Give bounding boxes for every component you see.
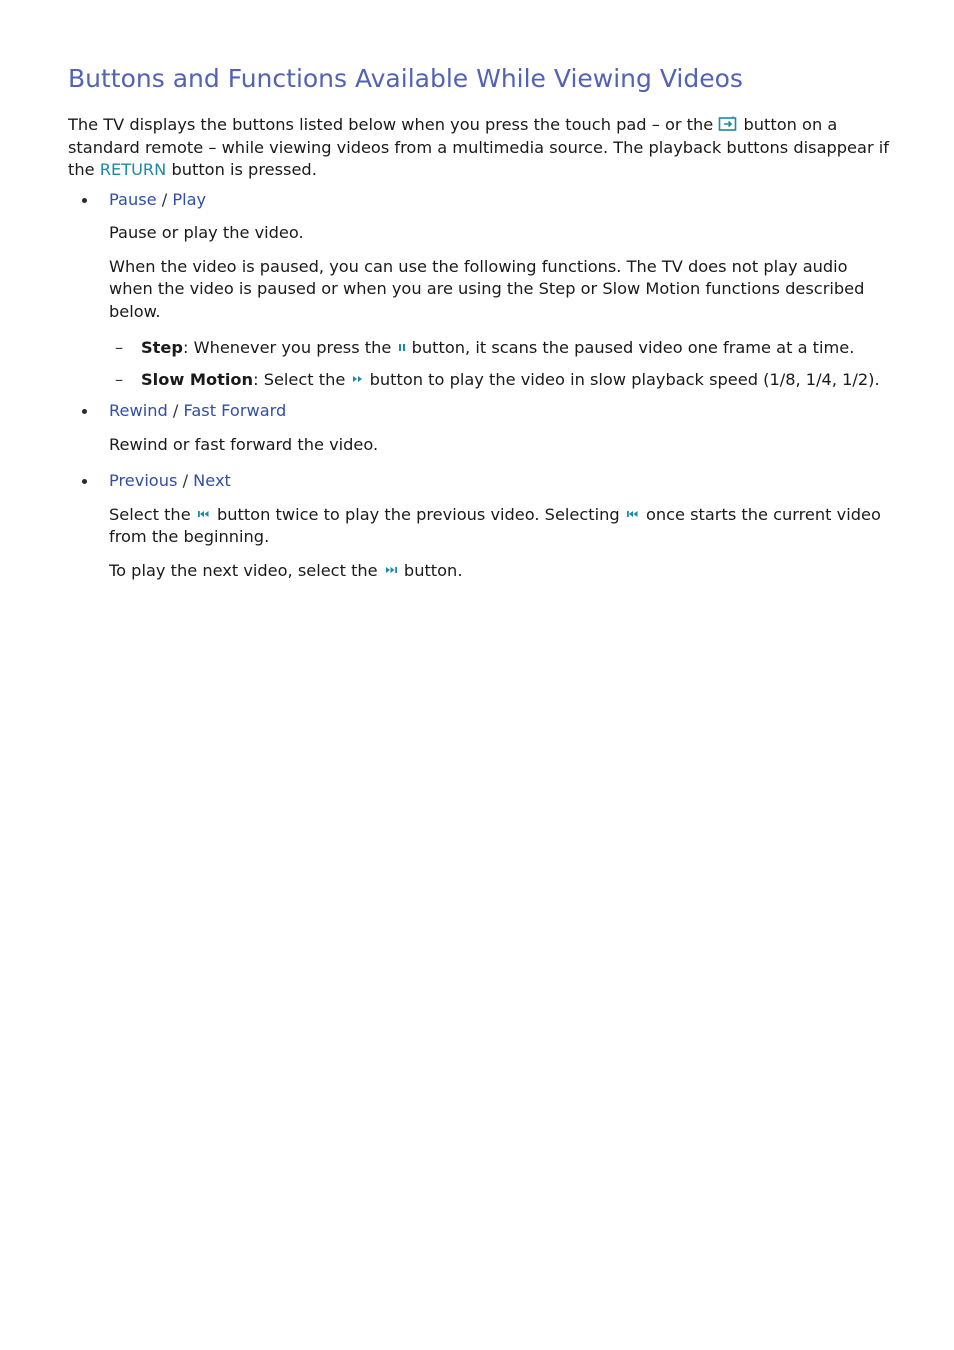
step-item: [68, 337, 890, 360]
step-text-2: button, it scans the paused video one frame at a time.: [406, 338, 855, 357]
page: [68, 60, 890, 582]
pause-play-desc: Pause or play the video.: [109, 223, 304, 242]
next-text-2: button.: [398, 560, 463, 580]
slow-motion-label: Slow Motion: [141, 369, 254, 389]
separator: /: [156, 189, 173, 209]
bullet-dot: [82, 198, 87, 203]
dash: –: [115, 338, 124, 357]
tools-icon: [718, 116, 738, 132]
dash: –: [115, 369, 124, 389]
intro-text-3: button is pressed.: [166, 160, 317, 179]
next-icon: [383, 564, 399, 576]
play-keyword: Play: [172, 189, 207, 209]
separator: /: [167, 401, 184, 420]
slow-motion-item: [68, 369, 890, 392]
step-text-1: : Whenever you press the: [182, 338, 397, 357]
prev-text-1: Select the: [109, 504, 196, 524]
previous-desc: [68, 504, 890, 549]
separator: /: [177, 471, 194, 490]
intro-text-2: button on a standard remote – while viewing videos from a multimedia source. The playback buttons disappear if the: [68, 115, 889, 179]
rewind-keyword: Rewind: [109, 401, 168, 420]
page-title: Buttons and Functions Available While Viewing Videos: [68, 64, 743, 93]
next-text-1: To play the next video, select the: [109, 560, 383, 580]
bullet-prev-next: [68, 470, 890, 493]
previous-icon: [625, 508, 641, 520]
paused-functions-desc: When the video is paused, you can use the following functions. The TV does not play audio when the video is paused or when you are using the Step or Slow Motion functions described below.: [109, 256, 865, 321]
next-keyword: Next: [193, 471, 231, 490]
next-desc: [68, 560, 890, 583]
step-label: Step: [141, 338, 183, 357]
intro-paragraph: [68, 114, 890, 182]
slow-text-1: : Select the: [253, 369, 351, 389]
previous-keyword: Previous: [109, 471, 178, 490]
rewind-ff-desc: Rewind or fast forward the video.: [109, 434, 379, 454]
slow-forward-icon: [351, 373, 365, 385]
slow-text-2: button to play the video in slow playback speed (1/8, 1/4, 1/2).: [364, 369, 880, 389]
bullet-pause-play: [68, 189, 890, 212]
bullet-dot: [82, 409, 87, 414]
bullet-rewind-ff: [68, 400, 890, 423]
fast-forward-keyword: Fast Forward: [183, 401, 287, 420]
bullet-dot: [82, 479, 87, 484]
pause-icon: [397, 341, 407, 353]
prev-text-3: once starts the current video from the beginning.: [109, 504, 881, 546]
previous-icon: [196, 508, 212, 520]
prev-text-2: button twice to play the previous video. Selecting: [211, 504, 625, 524]
pause-keyword: Pause: [109, 189, 157, 209]
return-keyword: RETURN: [99, 160, 167, 179]
intro-text-1: The TV displays the buttons listed below when you press the touch pad – or the: [68, 115, 719, 134]
